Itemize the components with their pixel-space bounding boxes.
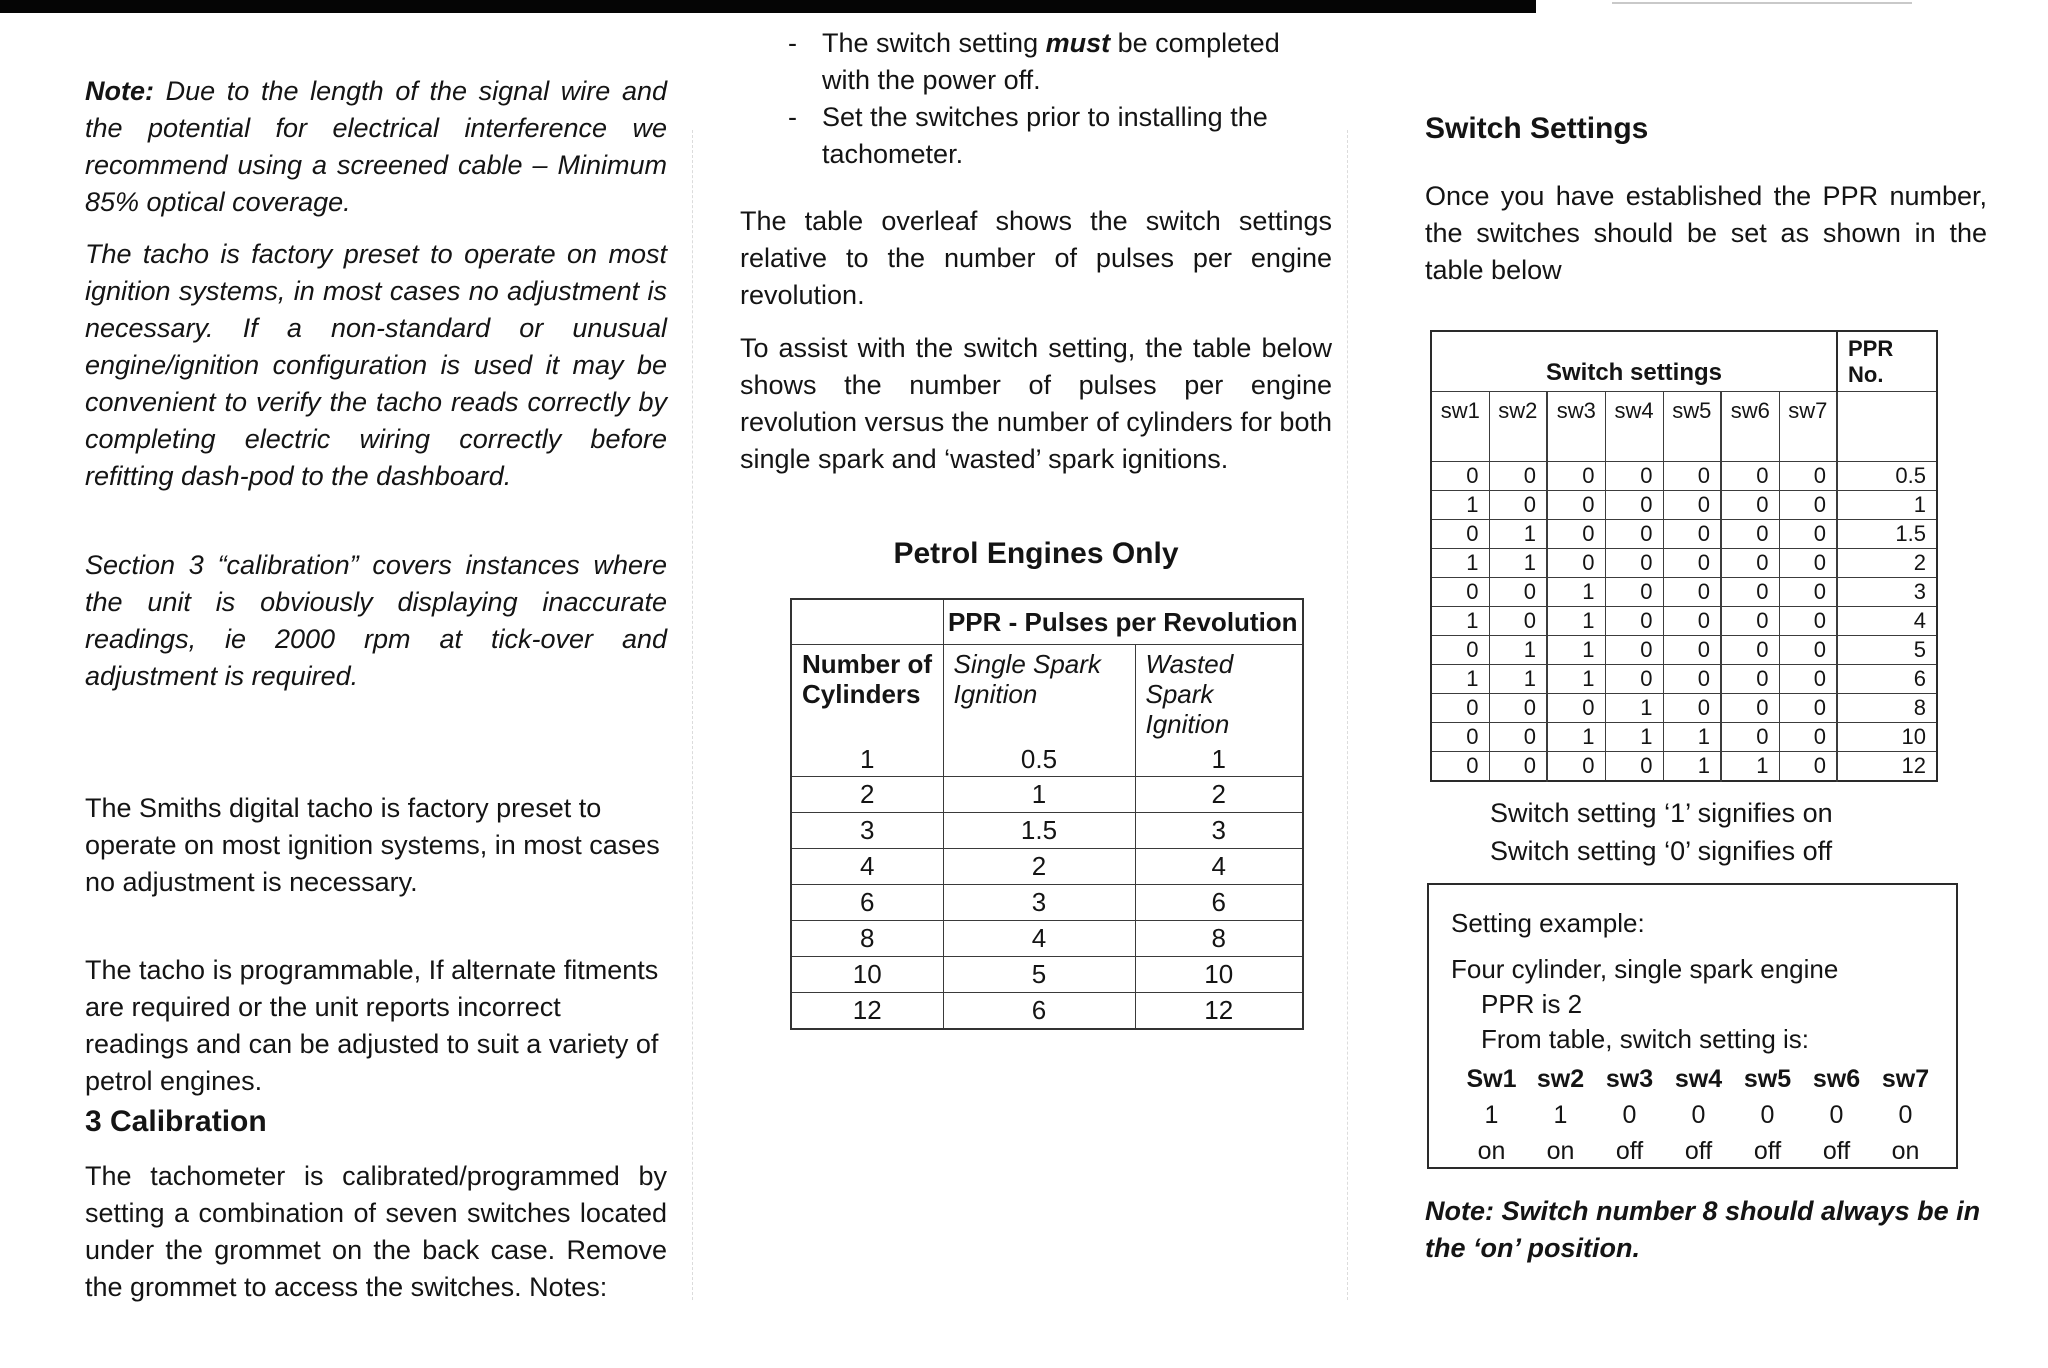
example-line1: Four cylinder, single spark engine [1451,954,1839,984]
table-cell: 0 [1779,520,1837,549]
table-cell: 0 [1663,549,1721,578]
table-row [1431,607,1937,636]
table-cell: 0 [1547,694,1605,723]
table-row [1431,723,1937,752]
column-header-sw4: sw4 [1605,392,1663,462]
table-cell: 0 [1547,549,1605,578]
note-paragraph [85,73,667,221]
column-header-sw1: sw1 [1431,392,1489,462]
table-cell: 0 [1489,752,1547,782]
table-cell: 5 [943,957,1135,993]
table-cell: 0 [1489,578,1547,607]
table-cell: 2 [1837,549,1937,578]
table-cell: 0 [1721,578,1779,607]
table-cell: off [1822,1136,1851,1165]
table-cell: 6 [1837,665,1937,694]
table-cell: 1 [1431,549,1489,578]
table-cell: 1 [1547,578,1605,607]
table-cell: sw3 [1605,1064,1654,1093]
table-cell: 4 [1837,607,1937,636]
table-cell: 0 [1721,665,1779,694]
bullet1-pre: The switch setting [822,28,1046,58]
table-cell: 0 [1431,462,1489,491]
table-cell: 2 [1135,777,1303,813]
column-header-wasted-spark: Wasted Spark Ignition [1135,645,1303,744]
table-cell: 0 [1605,491,1663,520]
table-cell: 1 [1605,694,1663,723]
table-cell: 0 [1605,752,1663,782]
table-cell: 0 [1605,665,1663,694]
table-cell: Sw1 [1466,1064,1517,1093]
table-cell: 0 [1721,636,1779,665]
table-cell: 1 [1547,636,1605,665]
table-cell: 0 [1721,694,1779,723]
right-column [1425,0,2000,1368]
example-title: Setting example: [1451,908,1645,938]
table-row [1431,520,1937,549]
table-cell: 0 [1779,491,1837,520]
table-cell: 0 [1489,462,1547,491]
table-row [1431,549,1937,578]
table-row [1431,491,1937,520]
table-row [1431,636,1937,665]
switch-settings-span-header: Switch settings [1431,331,1837,392]
bullet-item-power-off [788,25,1328,99]
table-row [791,921,1303,957]
table-row [791,885,1303,921]
table-cell: 3 [1135,813,1303,849]
table-cell: 4 [943,921,1135,957]
table-cell: 0.5 [943,743,1135,777]
table-row [1457,1133,1940,1169]
bullet-text: Set the switches prior to installing the tachometer. [822,102,1268,169]
table-cell: 0 [1779,694,1837,723]
table-cell: 0 [1489,607,1547,636]
table-cell: 0 [1721,491,1779,520]
table-cell: 8 [1837,694,1937,723]
table-cell: 8 [1135,921,1303,957]
table-row [791,813,1303,849]
table-cell: 4 [1135,849,1303,885]
table-cell: off [1684,1136,1713,1165]
table-cell: 2 [943,849,1135,885]
fold-line-left [692,130,693,1300]
table-cell: 0 [1721,462,1779,491]
table-cell: 1 [1837,491,1937,520]
fold-line-right [1347,130,1348,1300]
table-cell: 1 [1431,491,1489,520]
table-row [1431,694,1937,723]
table-cell: 0 [1547,491,1605,520]
table-cell: 0.5 [1837,462,1937,491]
intro-paragraph: Once you have established the PPR number, the switches should be set as shown in the table below [1425,181,1987,285]
table-cell: 1 [1431,607,1489,636]
table-cell: 1 [1484,1100,1499,1129]
table-cell: 3 [791,813,943,849]
calibration-heading: 3 Calibration [85,1105,267,1138]
table-cell: 0 [1663,491,1721,520]
example-switch-grid [1457,1061,1940,1169]
bullet1-must: must [1045,28,1111,58]
table-cell: 0 [1431,578,1489,607]
table-cell: on [1891,1136,1920,1165]
table-cell: 0 [1779,549,1837,578]
column-header-cylinders: Number of Cylinders [791,645,943,744]
table-cell: 8 [791,921,943,957]
column-header-sw2: sw2 [1489,392,1547,462]
table-cell: 0 [1431,520,1489,549]
switch-bullet-list [788,25,1328,173]
switch8-note: Note: Switch number 8 should always be in the ‘on’ position. [1425,1196,1981,1263]
table-cell: 6 [1135,885,1303,921]
table-cell: 2 [791,777,943,813]
table-cell: 0 [1605,607,1663,636]
table-cell: 3 [1837,578,1937,607]
note-label: Note: [85,76,154,106]
table-cell: 5 [1837,636,1937,665]
table-cell: sw6 [1812,1064,1861,1093]
table-cell: 0 [1547,520,1605,549]
column-header-sw3: sw3 [1547,392,1605,462]
table-cell: 3 [943,885,1135,921]
table-row [1457,1061,1940,1097]
table-cell: 10 [1837,723,1937,752]
table-cell: 0 [1663,520,1721,549]
assist-paragraph: To assist with the switch setting, the table below shows the number of pulses per engine revolution versus the number of cylinders for both single spark and ‘wasted’ spark ignitions. [740,333,1332,474]
table-cell: 0 [1431,752,1489,782]
table-cell: 0 [1605,520,1663,549]
bullet-dash: - [788,28,797,58]
table-cell: 1.5 [1837,520,1937,549]
programmable-paragraph: The tacho is programmable, If alternate fitments are required or the unit reports incorrect readings and can be adjusted to suit a variety of petrol engines. [85,955,659,1096]
table-row [1431,462,1937,491]
table-cell: 0 [1829,1100,1844,1129]
table-cell: 4 [791,849,943,885]
table-cell: 0 [1605,549,1663,578]
table-row [791,599,1303,645]
table-cell: 0 [1691,1100,1706,1129]
table-cell: sw5 [1743,1064,1792,1093]
table-cell: 0 [1663,607,1721,636]
table-cell: 1 [1547,665,1605,694]
table-cell: 0 [1721,549,1779,578]
switch-settings-heading: Switch Settings [1425,112,1649,145]
table-row [1457,1097,1940,1133]
table-cell: 0 [1605,462,1663,491]
table-cell: 0 [1489,694,1547,723]
table-cell: 6 [943,993,1135,1030]
table-cell: 10 [1135,957,1303,993]
table-cell: 12 [791,993,943,1030]
table-cell: 1 [1547,723,1605,752]
table-cell: sw2 [1536,1064,1585,1093]
signifies-off-line: Switch setting ‘0’ signifies off [1490,836,1833,866]
table-cell: 0 [1779,752,1837,782]
table-cell: 1 [1489,520,1547,549]
petrol-ppr-table [790,598,1304,1030]
table-row [791,743,1303,777]
table-cell: 12 [1135,993,1303,1030]
table-cell: 0 [1663,636,1721,665]
table-cell: 1 [1553,1100,1568,1129]
table-cell: 12 [1837,752,1937,782]
section3-paragraph: Section 3 “calibration” covers instances where the unit is obviously displaying inaccurate readings, ie 2000 rpm at tick-over and adjustment is required. [85,550,667,691]
table-row [1431,392,1937,462]
table-cell: off [1615,1136,1644,1165]
table-row [791,957,1303,993]
table-cell: 0 [1663,665,1721,694]
table-cell: sw4 [1674,1064,1723,1093]
setting-example-box [1427,883,1958,1169]
table-cell: 0 [1779,462,1837,491]
ppr-line1: PPR [1848,335,1894,361]
table-cell: 1 [1489,549,1547,578]
table-cell: 0 [1663,694,1721,723]
table-cell: 1 [1663,752,1721,782]
example-line3: From table, switch setting is: [1481,1024,1809,1054]
table-cell: 1.5 [943,813,1135,849]
table-row [1431,331,1937,392]
middle-column [740,0,1332,1368]
table-cell: off [1753,1136,1782,1165]
bullet-dash: - [788,102,797,132]
table-cell: 1 [791,743,943,777]
table-cell: 0 [1779,636,1837,665]
table-cell: 0 [1547,462,1605,491]
calibration-paragraph: The tachometer is calibrated/programmed by setting a combination of seven switches located under the grommet on the back case. Remove the grommet to access the switches. Notes: [85,1161,667,1302]
factory-preset-paragraph: The tacho is factory preset to operate on most ignition systems, in most cases no adjustment is necessary. If a non-standard or unusual engine/ignition configuration is used it may be convenient to verify the tacho reads correctly by completing electric wiring correctly before refitting dash-pod to the dashboard. [85,239,667,491]
petrol-engines-heading: Petrol Engines Only [893,537,1179,570]
ppr-line2: No. [1848,361,1884,387]
table-cell: 0 [1721,607,1779,636]
table-cell: 1 [1547,607,1605,636]
column-header-ppr-blank [1837,392,1937,462]
table-cell: sw7 [1881,1064,1930,1093]
table-row [791,849,1303,885]
note-text: Due to the length of the signal wire and the potential for electrical interference we recommend using a screened cable – Minimum 85% optical coverage. [85,76,667,217]
table-cell: 1 [1721,752,1779,782]
table-cell: 0 [1779,723,1837,752]
table-cell: 0 [1605,578,1663,607]
bullet-item-set-switches [788,99,1328,173]
column-header-single-spark: Single Spark Ignition [943,645,1135,744]
table-cell: 0 [1779,607,1837,636]
table-cell: 1 [1489,636,1547,665]
bullet1-post: be completed with the power off. [822,28,1280,95]
table-cell: 0 [1779,578,1837,607]
table-cell: 10 [791,957,943,993]
table-row [1431,578,1937,607]
example-line2: PPR is 2 [1481,989,1583,1019]
table-cell: 0 [1605,636,1663,665]
table-cell: 0 [1431,694,1489,723]
table-row [791,777,1303,813]
table-row [791,993,1303,1030]
table-cell: 6 [791,885,943,921]
overleaf-paragraph: The table overleaf shows the switch settings relative to the number of pulses per engine revolution. [740,206,1332,310]
ppr-no-header [1837,331,1937,392]
table-cell: 1 [1431,665,1489,694]
switch-settings-table [1430,330,1938,782]
table-cell: 0 [1779,665,1837,694]
table-row [791,645,1303,744]
table-cell: 0 [1898,1100,1913,1129]
table-cell: 0 [1760,1100,1775,1129]
table-cell: 0 [1431,723,1489,752]
table-cell: 0 [1431,636,1489,665]
column-header-sw7: sw7 [1779,392,1837,462]
table-row [1431,665,1937,694]
column-header-sw6: sw6 [1721,392,1779,462]
table-cell: 0 [1663,462,1721,491]
table-cell: 1 [1605,723,1663,752]
column-header-sw5: sw5 [1663,392,1721,462]
smiths-paragraph: The Smiths digital tacho is factory preset to operate on most ignition systems, in most cases no adjustment is necessary. [85,793,660,897]
table-cell: 1 [1489,665,1547,694]
table-row [1431,752,1937,782]
table-cell: 0 [1663,578,1721,607]
table-cell: 0 [1721,520,1779,549]
table-cell: 0 [1489,723,1547,752]
table-cell: 0 [1721,723,1779,752]
table-cell: 0 [1489,491,1547,520]
signifies-on-line: Switch setting ‘1’ signifies on [1490,798,1833,828]
table-cell: on [1546,1136,1575,1165]
bullet-text [822,25,1328,99]
table-cell: 1 [1663,723,1721,752]
empty-header-cell [791,599,943,645]
table-cell: 0 [1547,752,1605,782]
table-cell: on [1477,1136,1506,1165]
ppr-header-cell: PPR - Pulses per Revolution [943,599,1303,645]
table-cell: 0 [1622,1100,1637,1129]
left-column [85,0,667,1368]
table-cell: 1 [943,777,1135,813]
table-cell: 1 [1135,743,1303,777]
